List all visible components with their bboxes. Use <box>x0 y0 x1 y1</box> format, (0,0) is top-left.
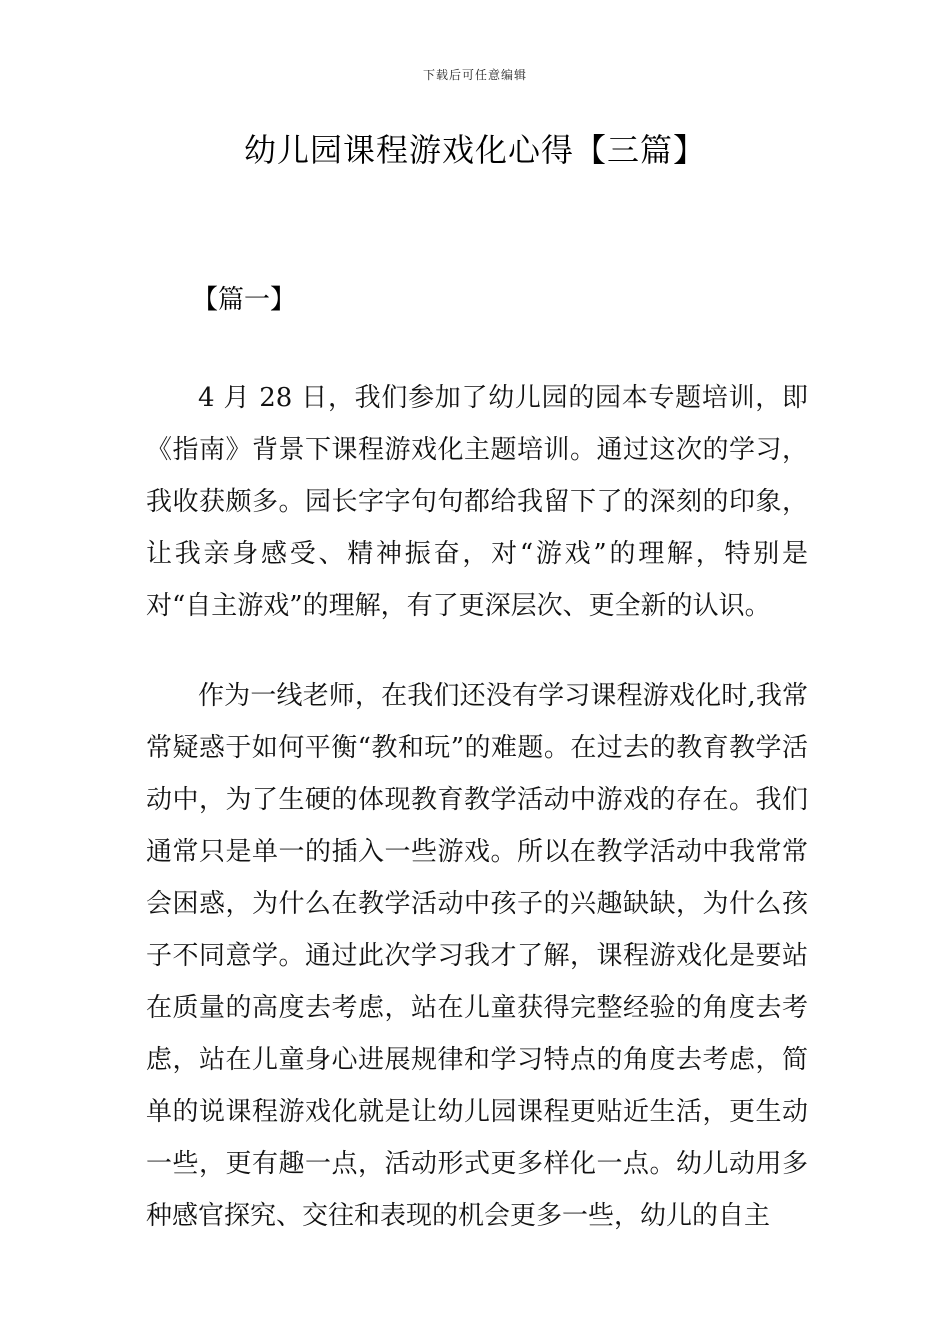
document-title: 幼儿园课程游戏化心得【三篇】 <box>243 131 706 169</box>
paragraph-2: 作为一线老师，在我们还没有学习课程游戏化时,我常常疑惑于如何平衡“教和玩”的难题。在过去的教育教学活动中，为了生硬的体现教育教学活动中游戏的存在。我们通常只是单一的插入一些游戏。所以在教学活动中我常常会困惑，为什么在教学活动中孩子的兴趣缺缺，为什么孩子不同意学。通过此次学习我才了解，课程游戏化是要站在质量的高度去考虑，站在儿童获得完整经验的角度去考虑，站在儿童身心进展规律和学习特点的角度去考虑，简单的说课程游戏化就是让幼儿园课程更贴近生活，更生动一些，更有趣一点，活动形式更多样化一点。幼儿动用多种感官探究、交往和表现的机会更多一些，幼儿的自主 <box>146 681 808 1231</box>
paragraph-1: 4 月 28 日，我们参加了幼儿园的园本专题培训，即《指南》背景下课程游戏化主题培训。通过这次的学习，我收获颇多。园长字字句句都给我留下了的深刻的印象，让我亲身感受、精神振奋，对“游戏”的理解，特别是对“自主游戏”的理解，有了更深层次、更全新的认识。 <box>146 383 808 621</box>
header-note: 下载后可任意编辑 <box>422 68 527 82</box>
section-heading: 【篇一】 <box>192 285 297 315</box>
